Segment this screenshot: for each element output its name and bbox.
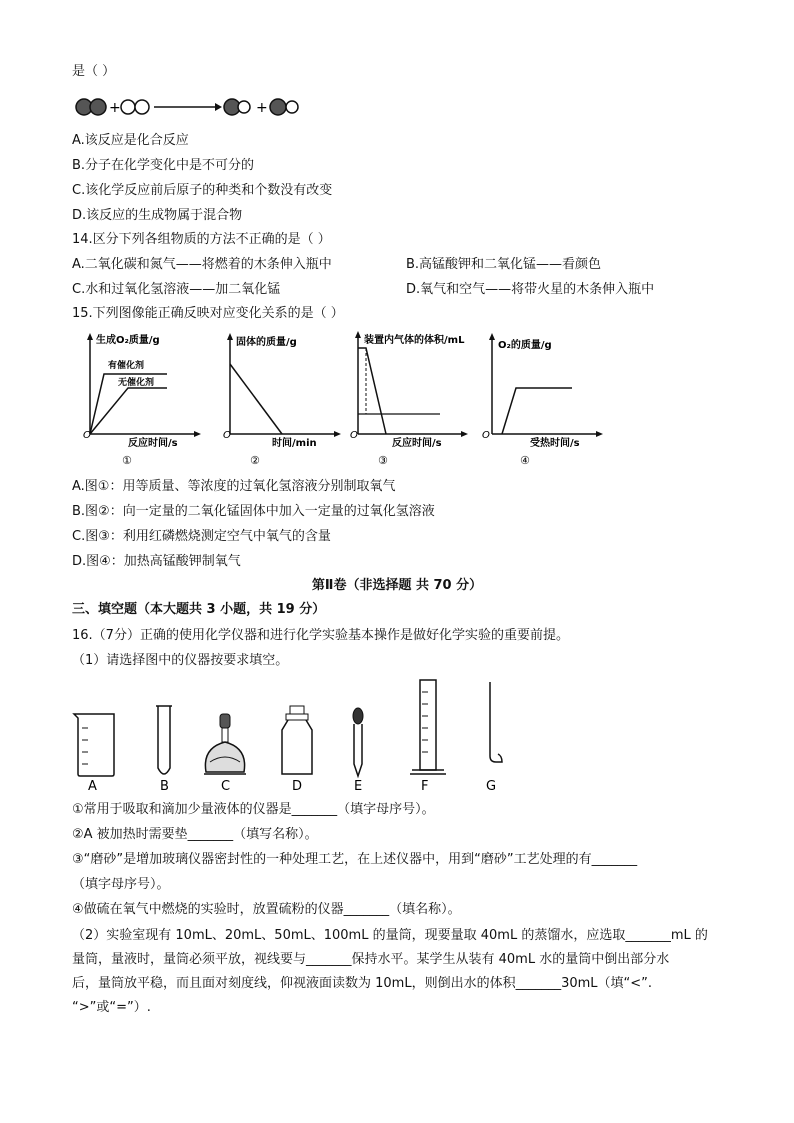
q16-item-2: ②A 被加热时需要垫_______（填写名称）。: [72, 827, 318, 842]
instrument-label-b: B: [160, 779, 169, 794]
plus-sign: +: [109, 100, 121, 116]
graph-4-origin: O: [482, 430, 490, 441]
graph-1-curve-no-catalyst: [90, 388, 167, 434]
q14-option-c: C.水和过氧化氢溶液——加二氧化锰: [72, 282, 281, 297]
q16-sub2-line-2: 量筒，量液时，量筒必须平放，视线要与_______保持水平。某学生从装有 40mL 水的量筒中倒出部分水: [72, 952, 670, 967]
graph-1: [72, 330, 202, 470]
q16-item-3-cont: （填字母序号）。: [72, 877, 170, 892]
graph-2-origin: O: [223, 430, 231, 441]
graph-4-ylabel: O₂的质量/g: [498, 340, 552, 351]
graph-4-curve: [502, 388, 572, 434]
q14-option-a: A.二氧化碳和氮气——将燃着的木条伸入瓶中: [72, 257, 332, 272]
graph-3-label: ③: [378, 454, 388, 467]
q16-item-4: ④做硫在氧气中燃烧的实验时，放置硫粉的仪器_______（填名称）。: [72, 902, 461, 917]
graph-1-label: ①: [122, 454, 132, 467]
graph-2-ylabel: 固体的质量/g: [236, 337, 297, 348]
q14-option-b: B.高锰酸钾和二氧化锰——看颜色: [406, 257, 602, 272]
instrument-label-g: G: [486, 779, 497, 794]
q15-option-b: B.图②：向一定量的二氧化锰固体中加入一定量的过氧化氢溶液: [72, 504, 435, 519]
q13-option-d: D.该反应的生成物属于混合物: [72, 208, 243, 223]
q16-sub2-line-3: 后，量筒放平稳，而且面对刻度线，仰视液面读数为 10mL，则倒出水的体积_______30mL（填“<”.: [72, 976, 653, 991]
reaction-diagram: [72, 92, 312, 122]
q15-stem: 15.下列图像能正确反映对应变化关系的是（ ）: [72, 306, 344, 321]
instrument-b-test-tube: [156, 706, 172, 774]
graph-2: [212, 330, 342, 470]
graph-3-ylabel: 装置内气体的体积/mL: [364, 335, 465, 346]
instruments-figure: [66, 676, 536, 796]
instrument-f-graduated-cylinder: [410, 680, 446, 774]
reactant-molecule-2: [121, 100, 149, 114]
graph-3-origin: O: [350, 430, 358, 441]
q14-option-d: D.氧气和空气——将带火星的木条伸入瓶中: [406, 282, 655, 297]
q16-stem: 16.（7分）正确的使用化学仪器和进行化学实验基本操作是做好化学实验的重要前提。: [72, 628, 569, 643]
product-molecule-2: [270, 99, 298, 115]
graph-3-xlabel: 反应时间/s: [392, 438, 442, 449]
q13-option-a: A.该反应是化合反应: [72, 133, 189, 148]
q16-item-3: ③“磨砂”是增加玻璃仪器密封性的一种处理工艺，在上述仪器中，用到“磨砂”工艺处理的有_______: [72, 852, 638, 867]
q13-option-c: C.该化学反应前后原子的种类和个数没有改变: [72, 183, 333, 198]
graph-1-xlabel: 反应时间/s: [128, 438, 178, 449]
q14-stem: 14.区分下列各组物质的方法不正确的是（ ）: [72, 232, 331, 247]
graph-1-curve-label-1: 有催化剂: [108, 361, 145, 371]
svg-text:+: +: [256, 100, 268, 116]
graph-1-curve-label-2: 无催化剂: [118, 378, 155, 388]
graph-2-curve: [230, 364, 282, 434]
instrument-label-e: E: [354, 779, 363, 794]
q16-sub2-line-1: （2）实验室现有 10mL、20mL、50mL、100mL 的量筒，现要量取 40mL 的蒸馏水，应选取_______mL 的: [72, 928, 708, 943]
q13-stem-tail: 是（ ）: [72, 64, 116, 79]
q13-option-b: B.分子在化学变化中是不可分的: [72, 158, 255, 173]
instrument-label-a: A: [88, 779, 97, 794]
q16-item-1: ①常用于吸取和滴加少量液体的仪器是_______（填字母序号）。: [72, 802, 435, 817]
section-2-title: 第Ⅱ卷（非选择题 共 70 分）: [311, 578, 483, 593]
graph-3: [342, 330, 472, 470]
graph-4-label: ④: [520, 454, 530, 467]
graph-2-xlabel: 时间/min: [272, 438, 317, 449]
graph-4: [474, 330, 604, 470]
q15-option-d: D.图④：加热高锰酸钾制氧气: [72, 554, 241, 569]
instrument-a-beaker: [74, 714, 114, 776]
instrument-e-dropper: [353, 708, 363, 776]
instrument-label-c: C: [221, 779, 231, 794]
instrument-g-combustion-spoon: [490, 682, 502, 762]
part-3-heading: 三、填空题（本大题共 3 小题，共 19 分）: [72, 602, 326, 617]
q15-option-a: A.图①：用等质量、等浓度的过氧化氢溶液分别制取氧气: [72, 479, 396, 494]
instrument-label-f: F: [421, 779, 429, 794]
q16-sub2-line-4: “>”或“=”）.: [72, 1000, 151, 1015]
reactant-molecule-1: [76, 99, 106, 115]
graph-1-origin: O: [83, 430, 91, 441]
graph-2-label: ②: [250, 454, 260, 467]
instrument-c-alcohol-lamp: [204, 714, 246, 774]
graph-4-xlabel: 受热时间/s: [530, 438, 580, 449]
instrument-d-reagent-bottle: [282, 706, 312, 774]
instrument-label-d: D: [292, 779, 303, 794]
q15-option-c: C.图③：利用红磷燃烧测定空气中氧气的含量: [72, 529, 331, 544]
graph-3-curve: [358, 348, 386, 434]
graph-1-ylabel: 生成O₂质量/g: [96, 335, 160, 346]
product-molecule-1: [224, 99, 250, 115]
q16-sub1: （1）请选择图中的仪器按要求填空。: [72, 653, 289, 668]
